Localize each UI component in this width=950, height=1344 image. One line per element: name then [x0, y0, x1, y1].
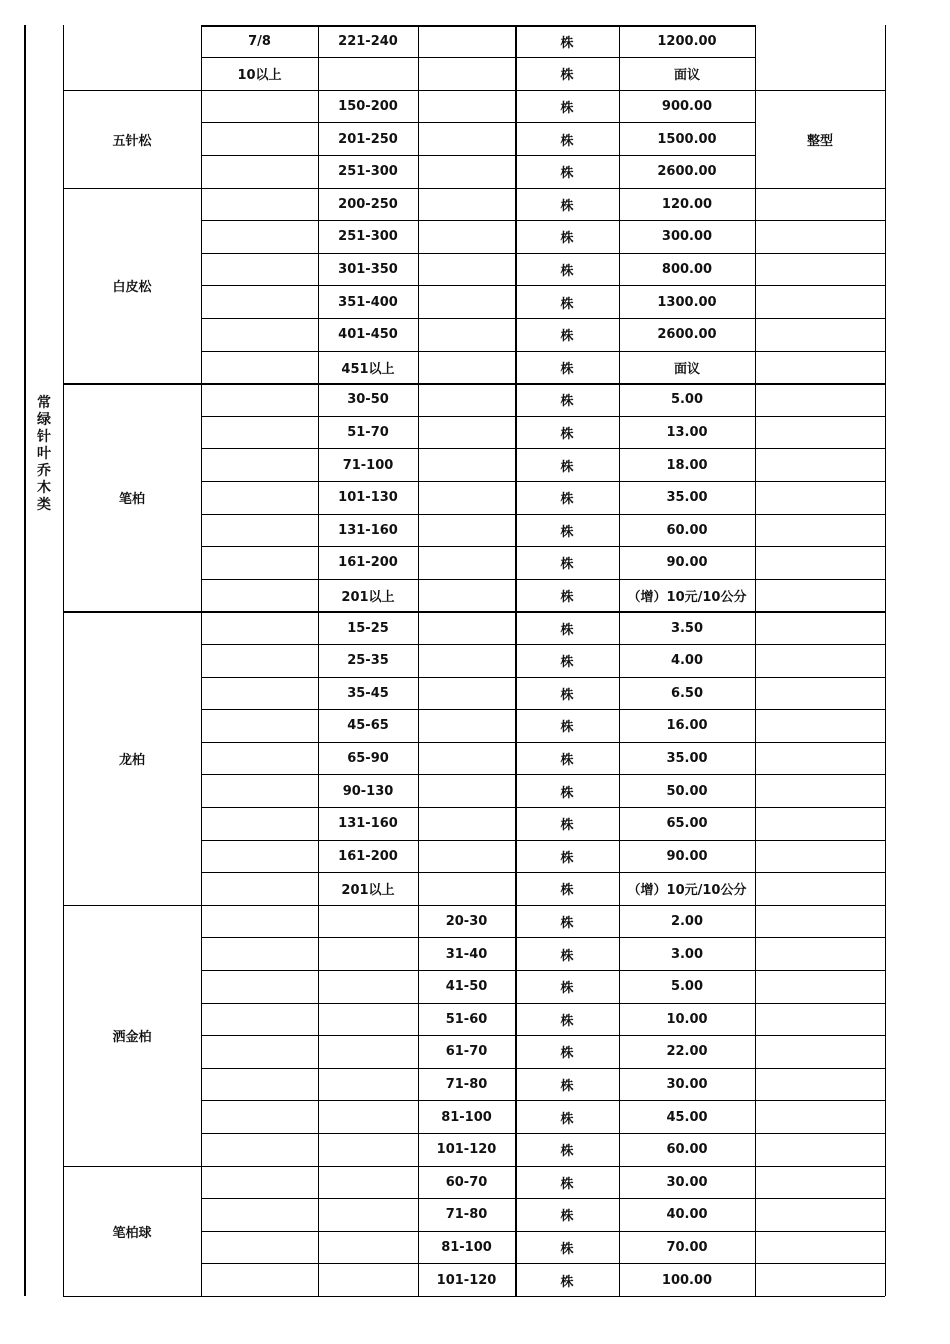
price-cell: 13.00 [666, 424, 708, 440]
price-cell: 60.00 [666, 522, 708, 538]
price-cell: 面议 [673, 361, 700, 377]
column-border [885, 25, 886, 1296]
unit-cell: 株 [560, 394, 574, 410]
species-name: 笔柏 [118, 492, 145, 508]
height-cell: 150-200 [338, 98, 398, 114]
price-cell: 30.00 [666, 1076, 708, 1092]
price-cell: 300.00 [661, 229, 713, 245]
crown-cell: 71-80 [445, 1076, 488, 1092]
category-char: 叶 [37, 446, 51, 462]
price-cell: 3.50 [670, 620, 704, 636]
unit-cell: 株 [560, 752, 574, 768]
species-name: 白皮松 [112, 280, 152, 296]
crown-cell: 20-30 [445, 913, 488, 929]
crown-cell: 51-60 [445, 1011, 488, 1027]
unit-cell: 株 [560, 459, 574, 475]
unit-cell: 株 [560, 557, 574, 573]
price-cell: 4.00 [670, 653, 704, 669]
height-cell: 15-25 [347, 620, 389, 636]
height-cell: 35-45 [347, 685, 389, 701]
unit-cell: 株 [560, 1241, 574, 1257]
unit-cell: 株 [560, 850, 574, 866]
unit-cell: 株 [560, 426, 574, 442]
category-char: 绿 [37, 412, 51, 428]
category-char: 常 [37, 395, 51, 411]
price-cell: 90.00 [666, 555, 708, 571]
unit-cell: 株 [560, 263, 574, 279]
height-cell: 45-65 [347, 718, 389, 734]
unit-cell: 株 [560, 818, 574, 834]
price-cell: 6.50 [670, 685, 704, 701]
height-cell: 200-250 [338, 196, 398, 212]
price-cell: 2600.00 [657, 327, 717, 343]
unit-cell: 株 [560, 100, 574, 116]
species-name: 洒金柏 [112, 1030, 152, 1046]
crown-cell: 31-40 [445, 946, 488, 962]
height-cell: 65-90 [347, 750, 389, 766]
height-cell: 161-200 [338, 555, 398, 571]
height-cell: 201-250 [338, 131, 398, 147]
unit-cell: 株 [560, 296, 574, 312]
price-cell: 22.00 [666, 1044, 708, 1060]
height-cell: 51-70 [347, 424, 389, 440]
note-cell: 整型 [806, 133, 833, 149]
height-cell: 201以上 [341, 883, 395, 899]
category-label [27, 395, 61, 514]
unit-cell: 株 [560, 589, 574, 605]
unit-cell: 株 [560, 785, 574, 801]
unit-cell: 株 [560, 1013, 574, 1029]
price-cell: 60.00 [666, 1142, 708, 1158]
price-cell: 800.00 [661, 261, 713, 277]
unit-cell: 株 [560, 492, 574, 508]
crown-cell: 101-120 [436, 1142, 497, 1158]
unit-cell: 株 [560, 720, 574, 736]
category-char: 乔 [37, 463, 51, 479]
unit-cell: 株 [560, 198, 574, 214]
size-cell: 10以上 [237, 68, 282, 84]
height-cell: 451以上 [341, 361, 395, 377]
unit-cell: 株 [560, 915, 574, 931]
price-cell: 2600.00 [657, 164, 717, 180]
crown-cell: 41-50 [445, 979, 488, 995]
price-cell: 35.00 [666, 490, 708, 506]
height-cell: 221-240 [338, 33, 398, 49]
height-cell: 351-400 [338, 294, 398, 310]
price-cell: 1300.00 [657, 294, 717, 310]
unit-cell: 株 [560, 1176, 574, 1192]
unit-cell: 株 [560, 948, 574, 964]
unit-cell: 株 [560, 655, 574, 671]
price-cell: 35.00 [666, 750, 708, 766]
price-cell: 18.00 [666, 457, 708, 473]
price-cell: 1500.00 [657, 131, 717, 147]
unit-cell: 株 [560, 1209, 574, 1225]
species-name: 五针松 [112, 133, 152, 149]
height-cell: 25-35 [347, 653, 389, 669]
height-cell: 30-50 [347, 392, 389, 408]
price-cell: 16.00 [666, 718, 708, 734]
unit-cell: 株 [560, 329, 574, 345]
unit-cell: 株 [560, 68, 574, 84]
crown-cell: 101-120 [436, 1272, 497, 1288]
unit-cell: 株 [560, 361, 574, 377]
price-cell: 90.00 [666, 848, 708, 864]
unit-cell: 株 [560, 1144, 574, 1160]
height-cell: 251-300 [338, 229, 398, 245]
price-cell: 5.00 [670, 392, 704, 408]
height-cell: 131-160 [338, 816, 398, 832]
price-cell: 100.00 [661, 1272, 713, 1288]
unit-cell: 株 [560, 687, 574, 703]
crown-cell: 60-70 [445, 1174, 488, 1190]
price-cell: 2.00 [670, 913, 704, 929]
crown-cell: 61-70 [445, 1044, 488, 1060]
price-cell: 30.00 [666, 1174, 708, 1190]
price-cell: 45.00 [666, 1109, 708, 1125]
unit-cell: 株 [560, 1046, 574, 1062]
size-cell: 7/8 [248, 33, 271, 49]
price-cell: 40.00 [666, 1207, 708, 1223]
price-cell: 65.00 [666, 816, 708, 832]
category-char: 针 [37, 429, 51, 445]
price-cell: 5.00 [670, 979, 704, 995]
species-name: 笔柏球 [112, 1225, 152, 1241]
unit-cell: 株 [560, 1111, 574, 1127]
height-cell: 301-350 [338, 261, 398, 277]
outer-left-border [24, 25, 26, 1296]
height-cell: 251-300 [338, 164, 398, 180]
species-name: 龙柏 [118, 752, 145, 768]
unit-cell: 株 [560, 622, 574, 638]
height-cell: 201以上 [341, 589, 395, 605]
unit-cell: 株 [560, 524, 574, 540]
price-cell: 3.00 [670, 946, 704, 962]
crown-cell: 81-100 [441, 1109, 492, 1125]
crown-cell: 71-80 [445, 1207, 488, 1223]
price-cell: （增）10元/10公分 [627, 883, 747, 899]
price-cell: 70.00 [666, 1239, 708, 1255]
price-cell: 900.00 [661, 98, 713, 114]
height-cell: 401-450 [338, 327, 398, 343]
unit-cell: 株 [560, 981, 574, 997]
unit-cell: 株 [560, 1274, 574, 1290]
unit-cell: 株 [560, 35, 574, 51]
price-cell: 50.00 [666, 783, 708, 799]
unit-cell: 株 [560, 133, 574, 149]
height-cell: 101-130 [338, 490, 398, 506]
height-cell: 71-100 [342, 457, 394, 473]
price-cell: 10.00 [666, 1011, 708, 1027]
category-char: 木 [37, 480, 51, 496]
height-cell: 90-130 [342, 783, 394, 799]
category-char: 类 [37, 497, 51, 513]
unit-cell: 株 [560, 883, 574, 899]
price-cell: （增）10元/10公分 [627, 589, 747, 605]
unit-cell: 株 [560, 166, 574, 182]
height-cell: 161-200 [338, 848, 398, 864]
height-cell: 131-160 [338, 522, 398, 538]
unit-cell: 株 [560, 1078, 574, 1094]
crown-cell: 81-100 [441, 1239, 492, 1255]
price-cell: 1200.00 [657, 33, 717, 49]
unit-cell: 株 [560, 231, 574, 247]
price-cell: 面议 [673, 68, 700, 84]
price-cell: 120.00 [661, 196, 713, 212]
